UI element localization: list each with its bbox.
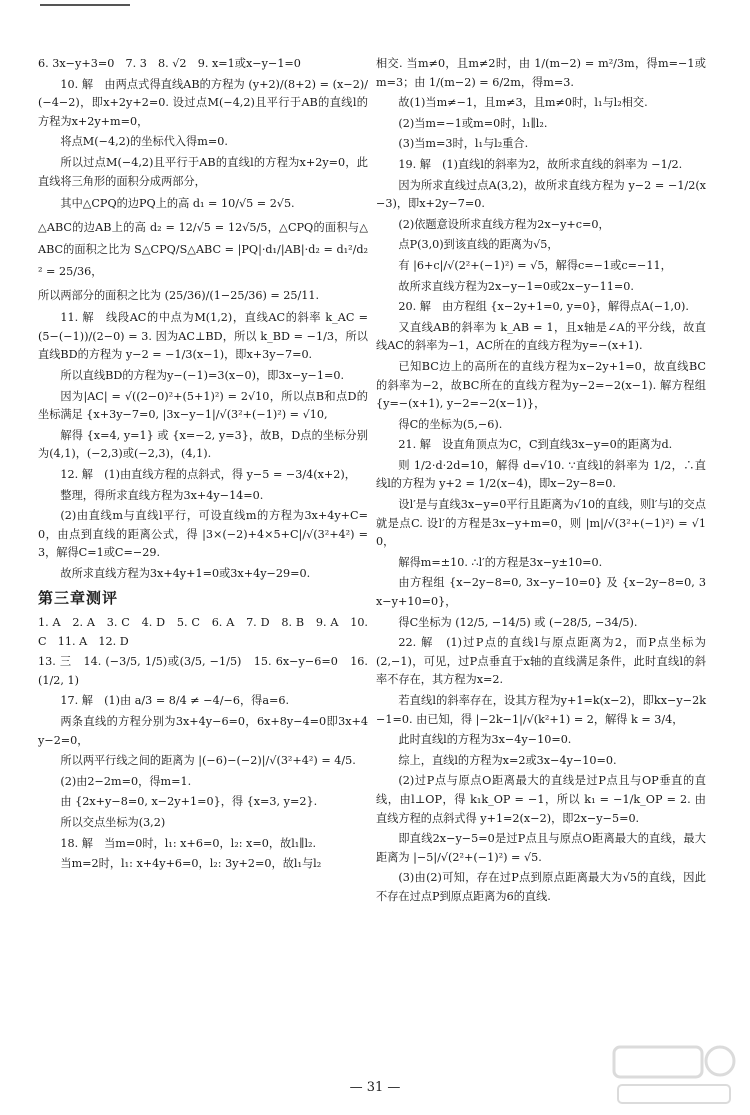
answer-line: 点P(3,0)到该直线的距离为√5， xyxy=(398,238,559,252)
answer-line: (2)依题意设所求直线方程为2x−y+c=0， xyxy=(398,217,610,231)
answer-line: (2)过P点与原点O距离最大的直线是过P点且与OP垂直的直线，由l⊥OP，得 k₁k_OP = −1，所以 k₁ = −1/k_OP = 2. 由直线方程的点斜式得 y+1=2(x−2)，即2x−y−5=0. xyxy=(376,774,706,825)
answer-line: 21. 解 设直角顶点为C，C到直线3x−y=0的距离为d. xyxy=(398,438,673,452)
answer-line: 相交. 当m≠0，且m≠2时，由 1/(m−2) = m²/3m，得m=−1或m=3；由 1/(m−2) = 6/2m，得m=3. xyxy=(376,57,706,89)
answer-line: 则 1/2·d·2d=10，解得 d=√10. ∵直线l的斜率为 1/2，∴直线l的方程为 y+2 = 1/2(x−4)，即x−2y−8=0. xyxy=(376,458,706,491)
answer-line: 10. 解 由两点式得直线AB的方程为 (y+2)/(8+2) = (x−2)/(−4−2)，即x+2y+2=0. 设过点M(−4,2)且平行于AB的直线l的方程为x+2y+m=0， xyxy=(38,77,368,128)
answer-line: 因为所求直线过点A(3,2)，故所求直线方程为 y−2 = −1/2(x−3)，即x+2y−7=0. xyxy=(376,178,706,211)
answer-line: 已知BC边上的高所在的直线方程为x−2y+1=0，故直线BC的斜率为−2，故BC所在的直线方程为y−2=−2(x−1). 解方程组 {y=−(x+1), y−2=−2(x−1)}， xyxy=(376,359,706,411)
answer-line: 18. 解 当m=0时，l₁: x+6=0，l₂: x=0，故l₁∥l₂. xyxy=(60,836,317,850)
answer-line: 17. 解 (1)由 a/3 = 8/4 ≠ −4/−6，得a=6. xyxy=(60,694,290,708)
answer-line: 整理，得所求直线方程为3x+4y−14=0. xyxy=(60,488,264,502)
answer-line: 11. 解 线段AC的中点为M(1,2)，直线AC的斜率 k_AC = (5−(−1))/(2−0) = 3. 因为AC⊥BD，所以 k_BD = −1/3，所以直线BD的方程为 y−2 = −1/3(x−1)，即x+3y−7=0. xyxy=(38,311,368,362)
answer-line: 由 {2x+y−8=0, x−2y+1=0}，得 {x=3, y=2}. xyxy=(60,795,318,809)
answer-line: 解得 {x=4, y=1} 或 {x=−2, y=3}，故B，D点的坐标分别为(4,1)，(−2,3)或(−2,3)，(4,1). xyxy=(38,428,368,461)
top-rule xyxy=(40,4,130,6)
answer-line: 若直线l的斜率存在，设其方程为y+1=k(x−2)，即kx−y−2k−1=0. 由已知，得 |−2k−1|/√(k²+1) = 2，解得 k = 3/4， xyxy=(376,694,706,726)
answer-line: 所以直线BD的方程为y−(−1)=3(x−0)，即3x−y−1=0. xyxy=(60,368,345,382)
answer-line: 将点M(−4,2)的坐标代入得m=0. xyxy=(60,135,228,149)
answer-line: (3)当m=3时，l₁与l₂重合. xyxy=(398,137,529,151)
answer-line: 所以过点M(−4,2)且平行于AB的直线l的方程为x+2y=0，此直线将三角形的面积分成两部分， xyxy=(38,155,368,188)
left-column xyxy=(38,55,368,876)
answer-line: 所以交点坐标为(3,2) xyxy=(60,816,166,829)
answer-line: 得C坐标为 (12/5, −14/5) 或 (−28/5, −34/5). xyxy=(398,615,638,629)
answer-line: 故所求直线方程为3x+4y+1=0或3x+4y−29=0. xyxy=(60,566,311,580)
answer-line: 综上，直线l的方程为x=2或3x−4y−10=0. xyxy=(398,753,617,767)
answer-line: 设l′是与直线3x−y=0平行且距离为√10的直线，则l′与l的交点就是点C. 设l′的方程是3x−y+m=0，则 |m|/√(3²+(−1)²) = √10， xyxy=(376,498,706,549)
answer-line: 所以两部分的面积之比为 (25/36)/(1−25/36) = 25/11. xyxy=(38,289,320,303)
answer-line: 解得m=±10. ∴l′的方程是3x−y±10=0. xyxy=(398,555,603,569)
answer-line: 故所求直线方程为2x−y−1=0或2x−y−11=0. xyxy=(398,279,634,293)
answer-line: 所以两平行线之间的距离为 |(−6)−(−2)|/√(3²+4²) = 4/5. xyxy=(60,754,356,768)
watermark-logo xyxy=(608,1039,738,1109)
answer-line: 由方程组 {x−2y−8=0, 3x−y−10=0} 及 {x−2y−8=0, 3x−y+10=0}， xyxy=(376,576,706,609)
answer-line: (2)当m=−1或m=0时，l₁∥l₂. xyxy=(398,116,548,130)
answer-line: 19. 解 (1)直线l的斜率为2，故所求直线的斜率为 −1/2. xyxy=(398,157,683,171)
answer-line: △ABC的边AB上的高 d₂ = 12/√5 = 12√5/5，△CPQ的面积与△ABC的面积之比为 S△CPQ/S△ABC = |PQ|·d₁/|AB|·d₂ = d₁²/d₂² = 25/36， xyxy=(38,221,368,279)
watermark-logo-icon xyxy=(608,1039,738,1109)
page-number: — 31 — xyxy=(349,1080,401,1095)
answer-line: 两条直线的方程分别为3x+4y−6=0，6x+8y−4=0即3x+4y−2=0， xyxy=(38,715,368,747)
answer-line: 12. 解 (1)由直线方程的点斜式，得 y−5 = −3/4(x+2)， xyxy=(60,467,356,481)
answer-line: 故(1)当m≠−1，且m≠3，且m≠0时，l₁与l₂相交. xyxy=(398,96,648,110)
answer-line: (2)由2−2m=0，得m=1. xyxy=(60,774,192,788)
answer-line: 又直线AB的斜率为 k_AB = 1，且x轴是∠A的平分线，故直线AC的斜率为−1，AC所在的直线方程为y=−(x+1). xyxy=(376,320,706,353)
answer-line: 当m=2时，l₁: x+4y+6=0，l₂: 3y+2=0，故l₁与l₂ xyxy=(60,857,322,871)
answer-line: 13. 三 14. (−3/5, 1/5)或(3/5, −1/5) 15. 6x−y−6=0 16. (1/2, 1) xyxy=(38,655,368,687)
right-column xyxy=(376,55,706,909)
answer-line: (3)由(2)可知，存在过P点到原点距离最大为√5的直线，因此不存在过点P到原点距离为6的直线. xyxy=(376,871,706,903)
answer-line: 1. A 2. A 3. C 4. D 5. C 6. A 7. D 8. B 9. A 10. C 11. A 12. D xyxy=(38,616,368,648)
answer-line: 即直线2x−y−5=0是过P点且与原点O距离最大的直线，最大距离为 |−5|/√(2²+(−1)²) = √5. xyxy=(376,832,706,864)
answer-line: 22. 解 (1)过P点的直线l与原点距离为2，而P点坐标为(2,−1)，可见，过P点垂直于x轴的直线满足条件，此时直线l的斜率不存在，其方程为x=2. xyxy=(376,636,706,687)
answer-line: 得C的坐标为(5,−6). xyxy=(398,417,503,431)
section-title: 第三章测评 xyxy=(38,589,119,608)
answer-line: 此时直线l的方程为3x−4y−10=0. xyxy=(398,733,572,747)
answer-line: 其中△CPQ的边PQ上的高 d₁ = 10/√5 = 2√5. xyxy=(60,197,295,211)
answer-line: 有 |6+c|/√(2²+(−1)²) = √5，解得c=−1或c=−11， xyxy=(398,258,672,272)
answer-line: (2)由直线m与直线l平行，可设直线m的方程为3x+4y+C=0，由点到直线的距离公式，得 |3×(−2)+4×5+C|/√(3²+4²) = 3，解得C=1或C=−29. xyxy=(38,509,368,560)
answer-line: 因为|AC| = √((2−0)²+(5+1)²) = 2√10，所以点B和点D的坐标满足 {x+3y−7=0, |3x−y−1|/√(3²+(−1)²) = √10, xyxy=(38,389,368,422)
answer-line: 20. 解 由方程组 {x−2y+1=0, y=0}，解得点A(−1,0). xyxy=(398,300,689,314)
answer-line: 6. 3x−y+3=0 7. 3 8. √2 9. x=1或x−y−1=0 xyxy=(38,57,301,70)
